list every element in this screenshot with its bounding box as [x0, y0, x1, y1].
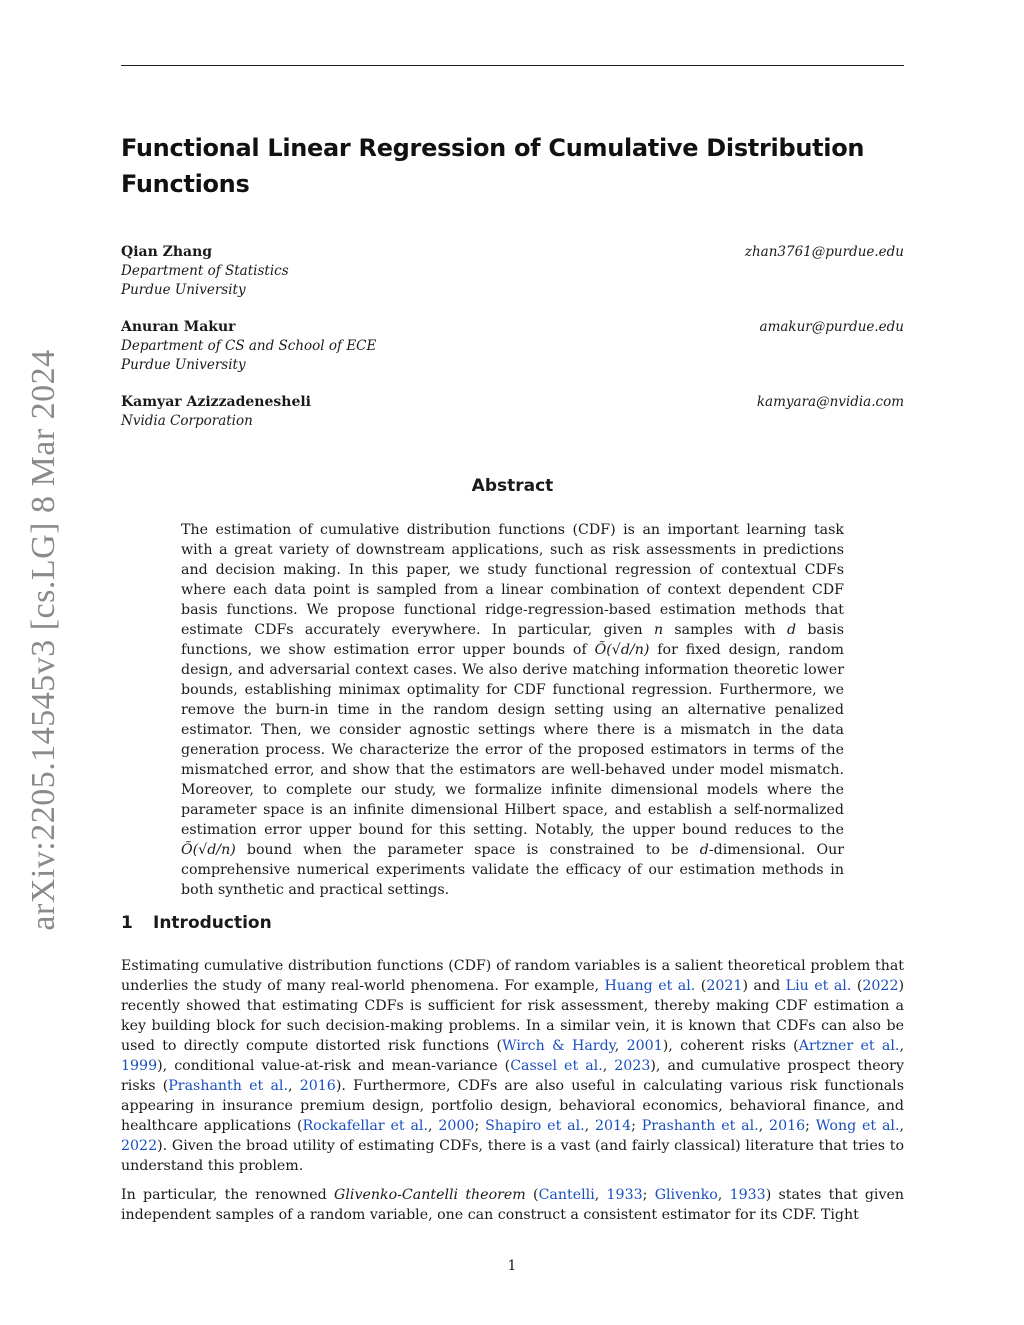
- citation-link[interactable]: Shapiro et al.: [485, 1118, 585, 1134]
- citation-link[interactable]: Cassel et al.: [510, 1058, 603, 1074]
- intro-paragraph-2: In particular, the renowned Glivenko-Cantelli theorem (Cantelli, 1933; Glivenko, 1933) states that given independent samples of a random variable, one can construct a consistent estimator for its CDF. Tight: [121, 1187, 904, 1223]
- citation-link[interactable]: Huang et al.: [604, 978, 696, 994]
- author-email[interactable]: amakur@purdue.edu: [759, 319, 904, 335]
- citation-link[interactable]: 2023: [614, 1058, 651, 1074]
- page-number: 1: [507, 1258, 517, 1274]
- author-affiliation: Department of Statistics: [121, 263, 289, 279]
- citation-link[interactable]: Cantelli: [538, 1187, 595, 1203]
- citation-link[interactable]: 2000: [438, 1118, 475, 1134]
- author-affiliation: Nvidia Corporation: [121, 413, 253, 429]
- citation-link[interactable]: 2022: [121, 1138, 158, 1154]
- error-bound-formula: Õ(√d/n): [181, 842, 236, 858]
- citation-link[interactable]: 2022: [862, 978, 899, 994]
- citation-link[interactable]: Prashanth et al.: [168, 1078, 288, 1094]
- citation-link[interactable]: 2016: [299, 1078, 336, 1094]
- citation-link[interactable]: 2001: [626, 1038, 663, 1054]
- citation-link[interactable]: 2016: [769, 1118, 806, 1134]
- paper-title: Functional Linear Regression of Cumulative Distribution Functions: [121, 134, 865, 198]
- citation-link[interactable]: 2014: [595, 1118, 632, 1134]
- author-name: Kamyar Azizzadenesheli: [121, 394, 311, 410]
- citation-link[interactable]: Prashanth et al.: [641, 1118, 759, 1134]
- error-bound-formula: Õ(√d/n): [594, 642, 650, 658]
- citation-link[interactable]: Wong et al.: [815, 1118, 900, 1134]
- author-email[interactable]: zhan3761@purdue.edu: [744, 244, 904, 260]
- author-name: Anuran Makur: [121, 319, 236, 335]
- citation-link[interactable]: 2021: [706, 978, 743, 994]
- citation-link[interactable]: Liu et al.: [785, 978, 852, 994]
- author-block-2: [121, 318, 904, 375]
- author-affiliation: Department of CS and School of ECE: [121, 338, 377, 354]
- emphasized-term: Glivenko-Cantelli theorem: [334, 1187, 526, 1203]
- citation-link[interactable]: Rockafellar et al.: [302, 1118, 428, 1134]
- intro-paragraph-1: Estimating cumulative distribution functions (CDF) of random variables is a salient theoretical problem that underlies the study of many real-world phenomena. For example, Huang et al. (2021) and Liu et al. (2022) recently showed that estimating CDFs is sufficient for risk assessment, thereby making CDF estimation a key building block for such decision-making problems. In a similar vein, it is known that CDFs can also be used to directly compute distorted risk functions (Wirch & Hardy, 2001), coherent risks (Artzner et al., 1999), conditional value-at-risk and mean-variance (Cassel et al., 2023), and cumulative prospect theory risks (Prashanth et al., 2016). Furthermore, CDFs are also useful in calculating various risk functionals appearing in insurance premium design, portfolio design, behavioral economics, behavioral finance, and healthcare applications (Rockafellar et al., 2000; Shapiro et al., 2014; Prashanth et al., 2016; Wong et al., 2022). Given the broad utility of estimating CDFs, there is a vast (and fairly classical) literature that tries to understand this problem.: [121, 958, 905, 1174]
- citation-link[interactable]: Wirch & Hardy: [502, 1038, 615, 1054]
- citation-link[interactable]: 1933: [729, 1187, 766, 1203]
- arxiv-side-stamp: arXiv:2205.14545v3 [cs.LG] 8 Mar 2024: [25, 349, 62, 931]
- citation-link[interactable]: Artzner et al.: [798, 1038, 900, 1054]
- abstract-heading: Abstract: [471, 476, 554, 496]
- abstract-text: The estimation of cumulative distribution functions (CDF) is an important learning task with a great variety of downstream applications, such as risk assessments in predictions and decision making. In this paper, we study functional regression of contextual CDFs where each data point is sampled from a linear combination of context dependent CDF basis functions. We propose functional ridge-regression-based estimation methods that estimate CDFs accurately everywhere. In particular, given n samples with d basis functions, we show estimation error upper bounds of Õ(√d/n) for fixed design, random design, and adversarial context cases. We also derive matching information theoretic lower bounds, establishing minimax optimality for CDF functional regression. Furthermore, we remove the burn-in time in the random design setting using an alternative penalized estimator. Then, we consider agnostic settings where there is a mismatch in the data generation process. We characterize the error of the proposed estimators in terms of the mismatched error, and show that the estimators are well-behaved under model mismatch. Moreover, to complete our study, we formalize infinite dimensional models where the parameter space is an infinite dimensional Hilbert space, and establish a self-normalized estimation error upper bound for this setting. Notably, the upper bound reduces to the Õ(√d/n) bound when the parameter space is constrained to be d-dimensional. Our comprehensive numerical experiments validate the efficacy of our estimation methods in both synthetic and practical settings.: [181, 522, 845, 898]
- citation-link[interactable]: 1933: [606, 1187, 643, 1203]
- top-rule: [121, 65, 904, 66]
- author-affiliation: Purdue University: [121, 282, 246, 298]
- author-email[interactable]: kamyara@nvidia.com: [756, 394, 904, 410]
- section-heading-introduction: 1 Introduction: [121, 913, 272, 933]
- author-affiliation: Purdue University: [121, 357, 246, 373]
- author-block-1: [121, 243, 904, 300]
- citation-link[interactable]: Glivenko: [654, 1187, 718, 1203]
- author-name: Qian Zhang: [121, 244, 213, 260]
- author-block-3: [121, 393, 904, 431]
- citation-link[interactable]: 1999: [121, 1058, 158, 1074]
